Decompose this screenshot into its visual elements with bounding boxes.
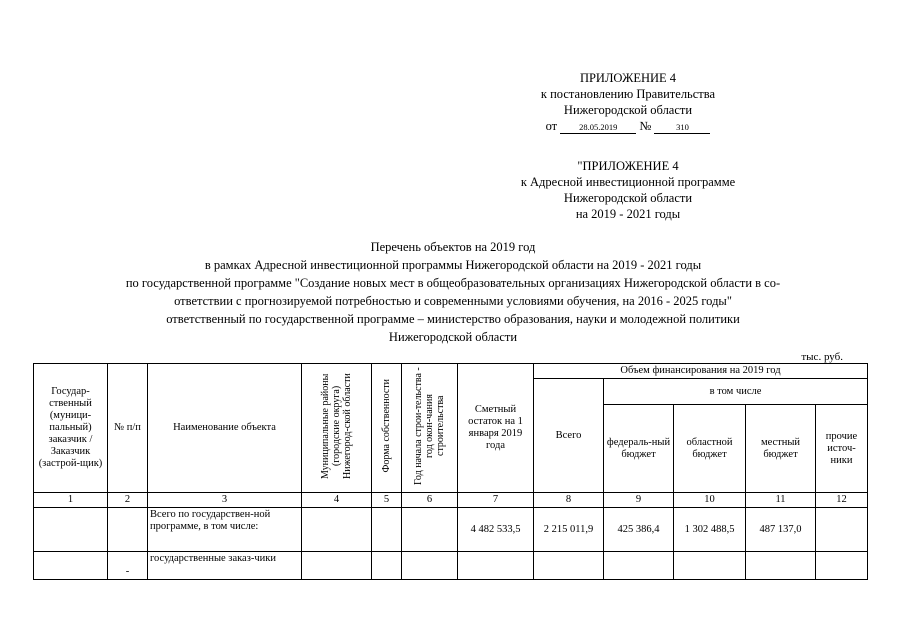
col-number-cell: 9 [604, 493, 674, 508]
appendix-line-3: Нижегородской области [563, 103, 693, 117]
col-districts-header [302, 364, 372, 493]
col-federal-header: федераль-ный бюджет [604, 405, 674, 493]
col-name-header: Наименование объекта [148, 364, 302, 493]
cell-districts [302, 508, 372, 552]
cell-other [816, 508, 868, 552]
title-line-3: по государственной программе "Создание новых мест в общеобразовательных организациях Нижегородской области в со- [125, 276, 781, 290]
title-line-2: в рамках Адресной инвестиционной программы Нижегородской области на 2019 - 2021 годы [204, 258, 702, 272]
col-total-header: Всего [534, 379, 604, 493]
col-number-cell: 5 [372, 493, 402, 508]
number-sign: № [639, 119, 652, 133]
cell-balance: 4 482 533,5 [458, 508, 534, 552]
cell-federal [604, 552, 674, 580]
col-number-cell: 4 [302, 493, 372, 508]
title-line-1: Перечень объектов на 2019 год [370, 240, 536, 254]
col-number-cell: 12 [816, 493, 868, 508]
col-ownership-header [372, 364, 402, 493]
appendix-title: ПРИЛОЖЕНИЕ 4 [579, 71, 677, 85]
objects-table [33, 363, 868, 580]
cell-object-name: государственные заказ-чики [148, 552, 302, 580]
col-local-header: местный бюджет [746, 405, 816, 493]
cell-number: - [108, 552, 148, 580]
col-number-cell: 7 [458, 493, 534, 508]
funding-header: Объем финансирования на 2019 год [534, 364, 868, 379]
cell-districts [302, 552, 372, 580]
document-title [28, 238, 878, 346]
col-number-cell: 1 [34, 493, 108, 508]
ownership-header-text: Форма собственности [381, 379, 392, 473]
title-line-4: ответствии с прогнозируемой потребностью и современными условиями обучения, на 2016 - 2025 годы" [174, 294, 732, 308]
cell-object-name: Всего по государствен-ной программе, в том числе: [148, 508, 302, 552]
cell-number [108, 508, 148, 552]
col-years-header [402, 364, 458, 493]
col-number-cell: 3 [148, 493, 302, 508]
cell-other [816, 552, 868, 580]
units-label: тыс. руб. [801, 351, 843, 363]
col-regional-header: областной бюджет [674, 405, 746, 493]
col-number-cell: 11 [746, 493, 816, 508]
districts-header-text: Муниципальные районы (городские округа) Нижегород-ской области [320, 373, 353, 479]
program-appendix-title: "ПРИЛОЖЕНИЕ 4 [577, 159, 679, 173]
table-row [34, 508, 868, 552]
col-number-cell: 10 [674, 493, 746, 508]
decree-number: 310 [654, 122, 710, 134]
col-number-cell: 6 [402, 493, 458, 508]
program-appendix-line-3: Нижегородской области [563, 191, 693, 205]
col-balance-header: Сметный остаток на 1 января 2019 года [458, 364, 534, 493]
title-line-5: ответственный по государственной программе – министерство образования, науки и молодежной политики [166, 312, 740, 326]
cell-total: 2 215 011,9 [534, 508, 604, 552]
program-appendix-line-2: к Адресной инвестиционной программе [520, 175, 736, 189]
cell-years [402, 552, 458, 580]
title-line-6: Нижегородской области [388, 330, 518, 344]
appendix-header [400, 70, 856, 134]
program-appendix-line-4: на 2019 - 2021 годы [575, 207, 681, 221]
table-row [34, 552, 868, 580]
decree-date: 28.05.2019 [560, 122, 636, 134]
cell-regional [674, 552, 746, 580]
years-header-text: Год начала строи-тельства - год окон-чания строительства [413, 367, 446, 485]
cell-balance [458, 552, 534, 580]
cell-local: 487 137,0 [746, 508, 816, 552]
cell-federal: 425 386,4 [604, 508, 674, 552]
col-number-cell: 8 [534, 493, 604, 508]
col-customer-header: Государ-ственный (муници-пальный) заказчик / Заказчик (застрой-щик) [34, 364, 108, 493]
cell-ownership [372, 552, 402, 580]
appendix-line-2: к постановлению Правительства [540, 87, 716, 101]
from-label: от [545, 119, 558, 133]
cell-regional: 1 302 488,5 [674, 508, 746, 552]
column-numbers-row [34, 493, 868, 508]
col-number-cell: 2 [108, 493, 148, 508]
program-appendix-header [400, 158, 856, 222]
col-other-header: прочие источ-ники [816, 405, 868, 493]
cell-total [534, 552, 604, 580]
col-number-header: № п/п [108, 364, 148, 493]
cell-customer [34, 508, 108, 552]
cell-years [402, 508, 458, 552]
cell-local [746, 552, 816, 580]
cell-customer [34, 552, 108, 580]
cell-ownership [372, 508, 402, 552]
including-header: в том числе [604, 379, 868, 405]
appendix-date-line [400, 118, 856, 134]
